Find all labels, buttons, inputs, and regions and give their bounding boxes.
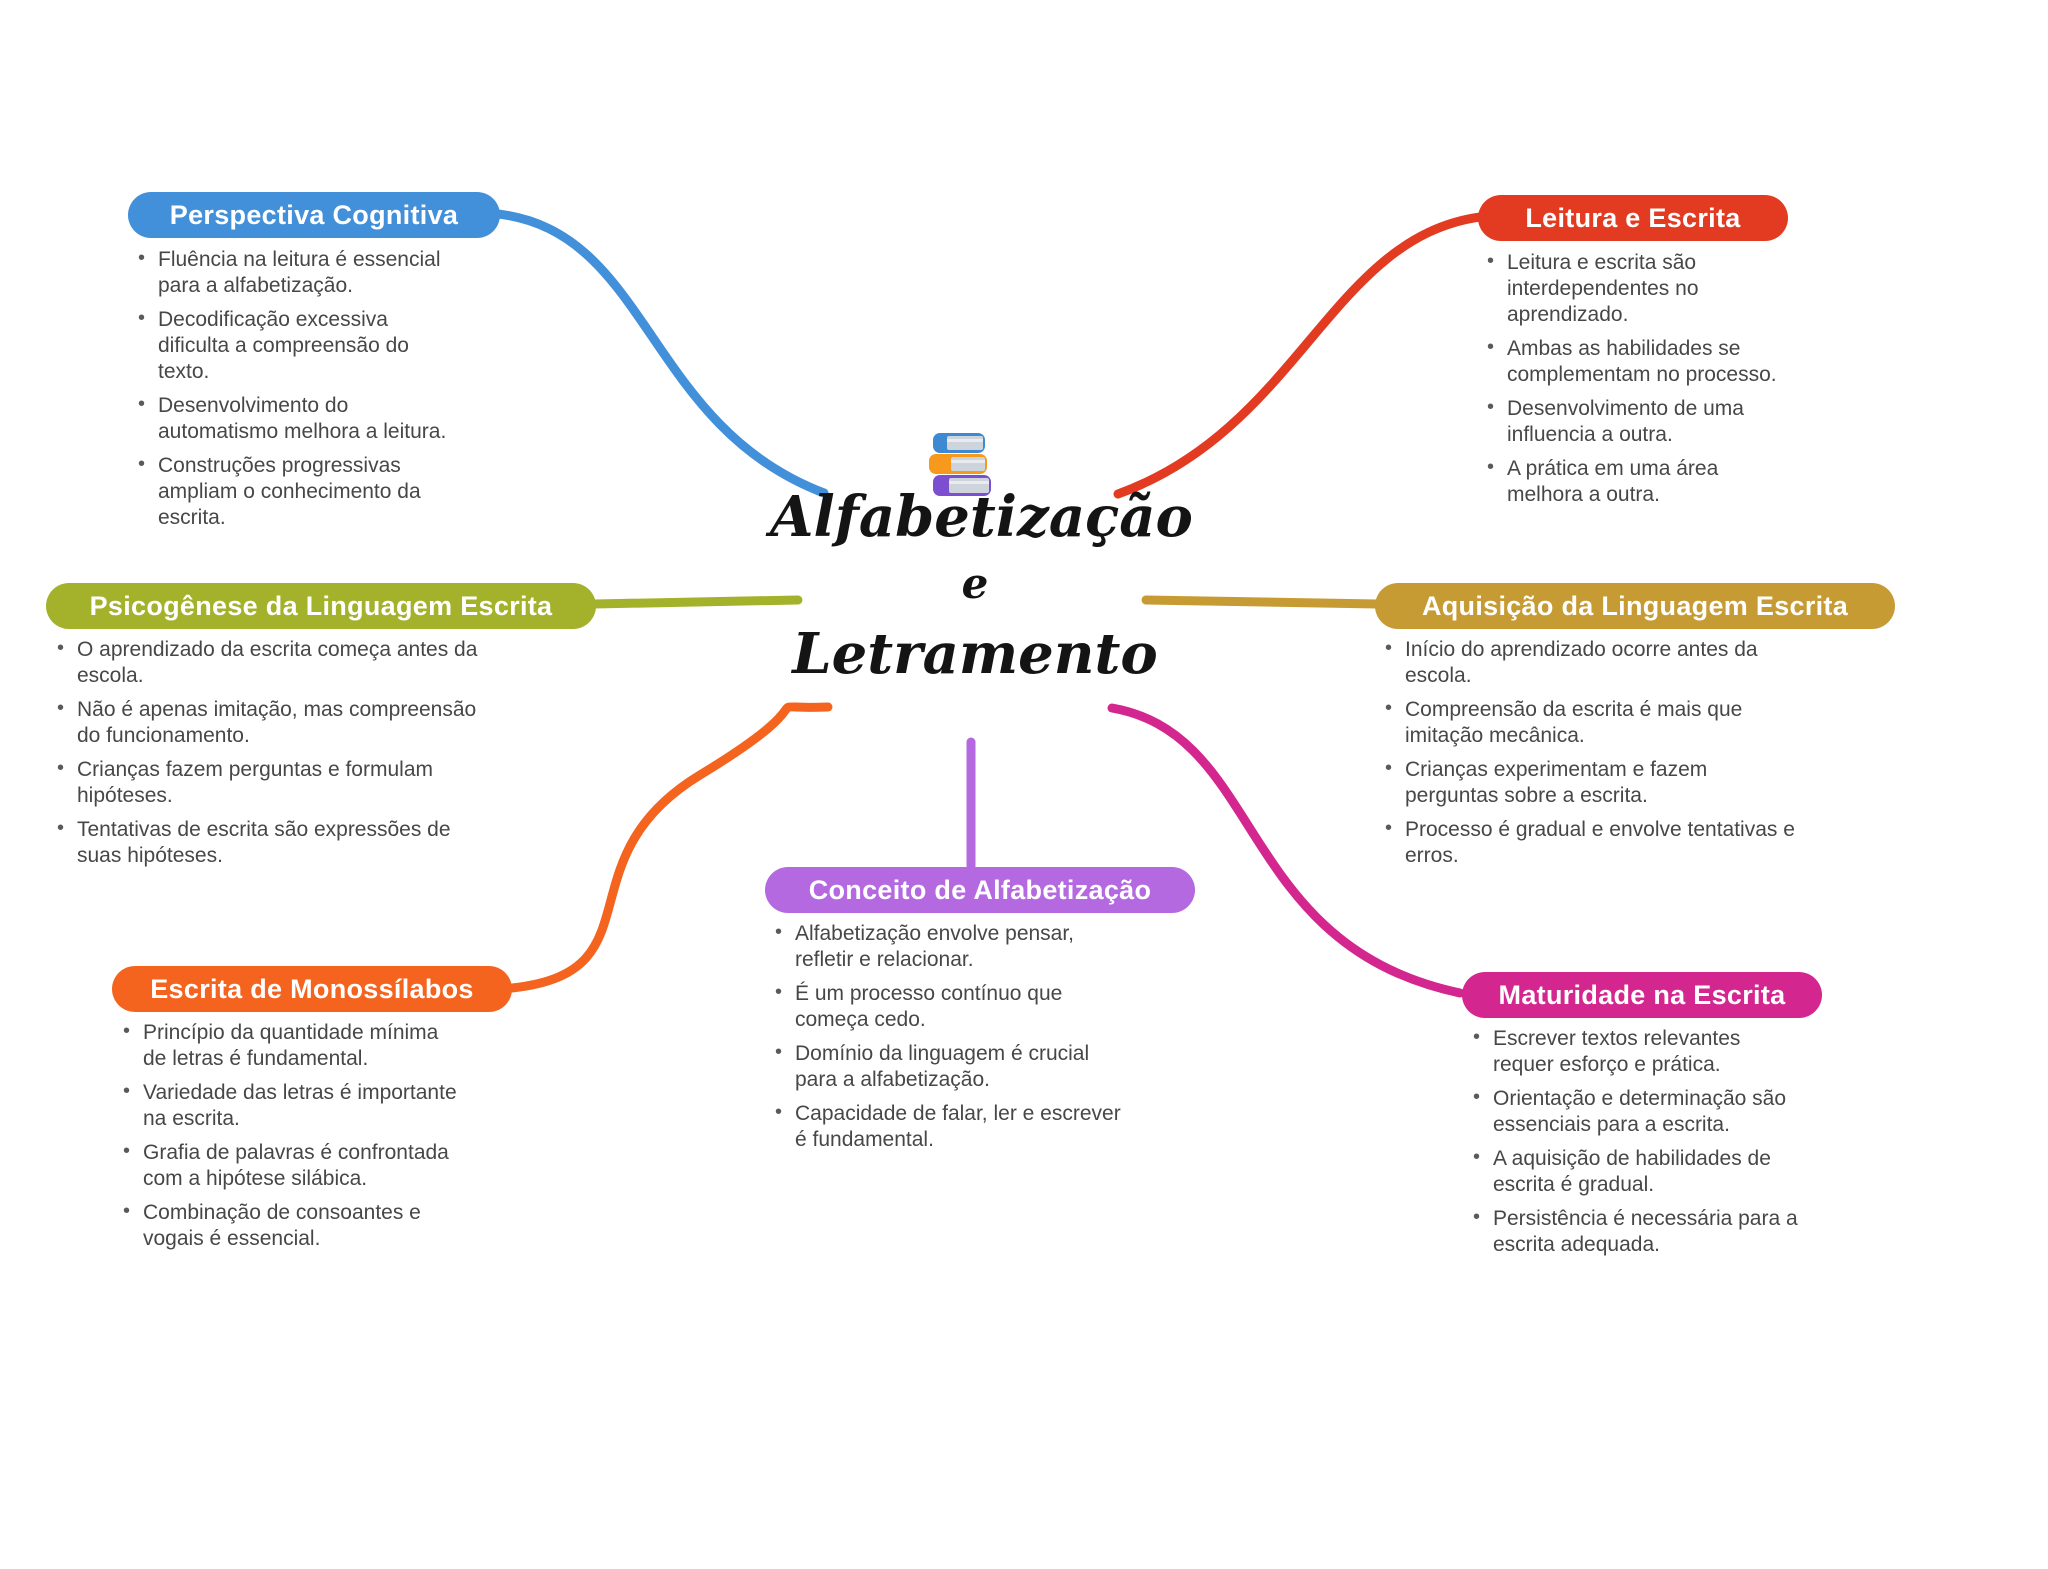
node-perspectiva-cognitiva[interactable] <box>128 192 500 238</box>
bullet-item: • Desenvolvimento do automatismo melhora a leitura. <box>133 393 463 445</box>
bullet-item: • Persistência é necessária para a escrita adequada. <box>1468 1206 1798 1258</box>
node-label: Aquisição da Linguagem Escrita <box>1421 590 1849 621</box>
bullet-item: • Início do aprendizado ocorre antes da escola. <box>1380 637 1805 689</box>
bullets-maturidade-na-escrita <box>1468 1026 1798 1266</box>
node-escrita-de-monossilabos[interactable] <box>112 966 512 1012</box>
node-label: Perspectiva Cognitiva <box>169 199 459 230</box>
bullet-item: • Combinação de consoantes e vogais é essencial. <box>118 1200 458 1252</box>
bullet-item: • O aprendizado da escrita começa antes da escola. <box>52 637 497 689</box>
bullet-item: • Compreensão da escrita é mais que imitação mecânica. <box>1380 697 1805 749</box>
bullet-item: • Construções progressivas ampliam o conhecimento da escrita. <box>133 453 463 531</box>
central-topic-line: Letramento <box>792 620 1158 687</box>
node-leitura-e-escrita[interactable] <box>1478 195 1788 241</box>
bullet-item: • Leitura e escrita são interdependentes no aprendizado. <box>1482 250 1787 328</box>
bullet-item: • Decodificação excessiva dificulta a compreensão do texto. <box>133 307 463 385</box>
bullet-item: • Alfabetização envolve pensar, refletir e relacionar. <box>770 921 1130 973</box>
node-conceito-de-alfabetizacao[interactable] <box>765 867 1195 913</box>
bullet-item: • Crianças experimentam e fazem perguntas sobre a escrita. <box>1380 757 1805 809</box>
node-psicogenese[interactable] <box>46 583 596 629</box>
bullets-psicogenese <box>52 637 497 877</box>
bullet-item: • Orientação e determinação são essenciais para a escrita. <box>1468 1086 1798 1138</box>
node-aquisicao[interactable] <box>1375 583 1895 629</box>
connector-leitura-e-escrita <box>1118 217 1480 494</box>
node-label: Escrita de Monossílabos <box>150 973 474 1004</box>
connector-psicogenese <box>594 600 798 604</box>
bullet-item: • A aquisição de habilidades de escrita é gradual. <box>1468 1146 1798 1198</box>
bullet-item: • Variedade das letras é importante na escrita. <box>118 1080 458 1132</box>
central-topic[interactable] <box>770 484 1193 687</box>
bullets-leitura-e-escrita <box>1482 250 1787 516</box>
bullet-item: • Processo é gradual e envolve tentativas e erros. <box>1380 817 1805 869</box>
bullet-item: • A prática em uma área melhora a outra. <box>1482 456 1787 508</box>
bullet-item: • É um processo contínuo que começa cedo. <box>770 981 1130 1033</box>
node-label: Maturidade na Escrita <box>1498 979 1786 1010</box>
bullet-item: • Princípio da quantidade mínima de letras é fundamental. <box>118 1020 458 1072</box>
bullet-item: • Tentativas de escrita são expressões de suas hipóteses. <box>52 817 497 869</box>
central-topic-line: e <box>961 558 989 608</box>
bullets-conceito-de-alfabetizacao <box>770 921 1130 1161</box>
connector-aquisicao <box>1146 600 1377 604</box>
bullets-aquisicao <box>1380 637 1805 877</box>
central-topic-line: Alfabetização <box>770 484 1193 550</box>
node-label: Psicogênese da Linguagem Escrita <box>89 590 553 621</box>
bullet-item: • Fluência na leitura é essencial para a alfabetização. <box>133 247 463 299</box>
bullets-perspectiva-cognitiva <box>133 247 463 539</box>
bullet-item: • Crianças fazem perguntas e formulam hipóteses. <box>52 757 497 809</box>
node-label: Conceito de Alfabetização <box>808 874 1152 905</box>
bullet-item: • Domínio da linguagem é crucial para a alfabetização. <box>770 1041 1130 1093</box>
bullet-item: • Escrever textos relevantes requer esforço e prática. <box>1468 1026 1798 1078</box>
bullet-item: • Capacidade de falar, ler e escrever é fundamental. <box>770 1101 1130 1153</box>
bullets-escrita-de-monossilabos <box>118 1020 458 1260</box>
bullet-item: • Ambas as habilidades se complementam no processo. <box>1482 336 1787 388</box>
node-label: Leitura e Escrita <box>1525 202 1741 233</box>
bullet-item: • Desenvolvimento de uma influencia a outra. <box>1482 396 1787 448</box>
bullet-item: • Não é apenas imitação, mas compreensão do funcionamento. <box>52 697 497 749</box>
connector-perspectiva-cognitiva <box>498 214 824 493</box>
node-maturidade-na-escrita[interactable] <box>1462 972 1822 1018</box>
bullet-item: • Grafia de palavras é confrontada com a hipótese silábica. <box>118 1140 458 1192</box>
